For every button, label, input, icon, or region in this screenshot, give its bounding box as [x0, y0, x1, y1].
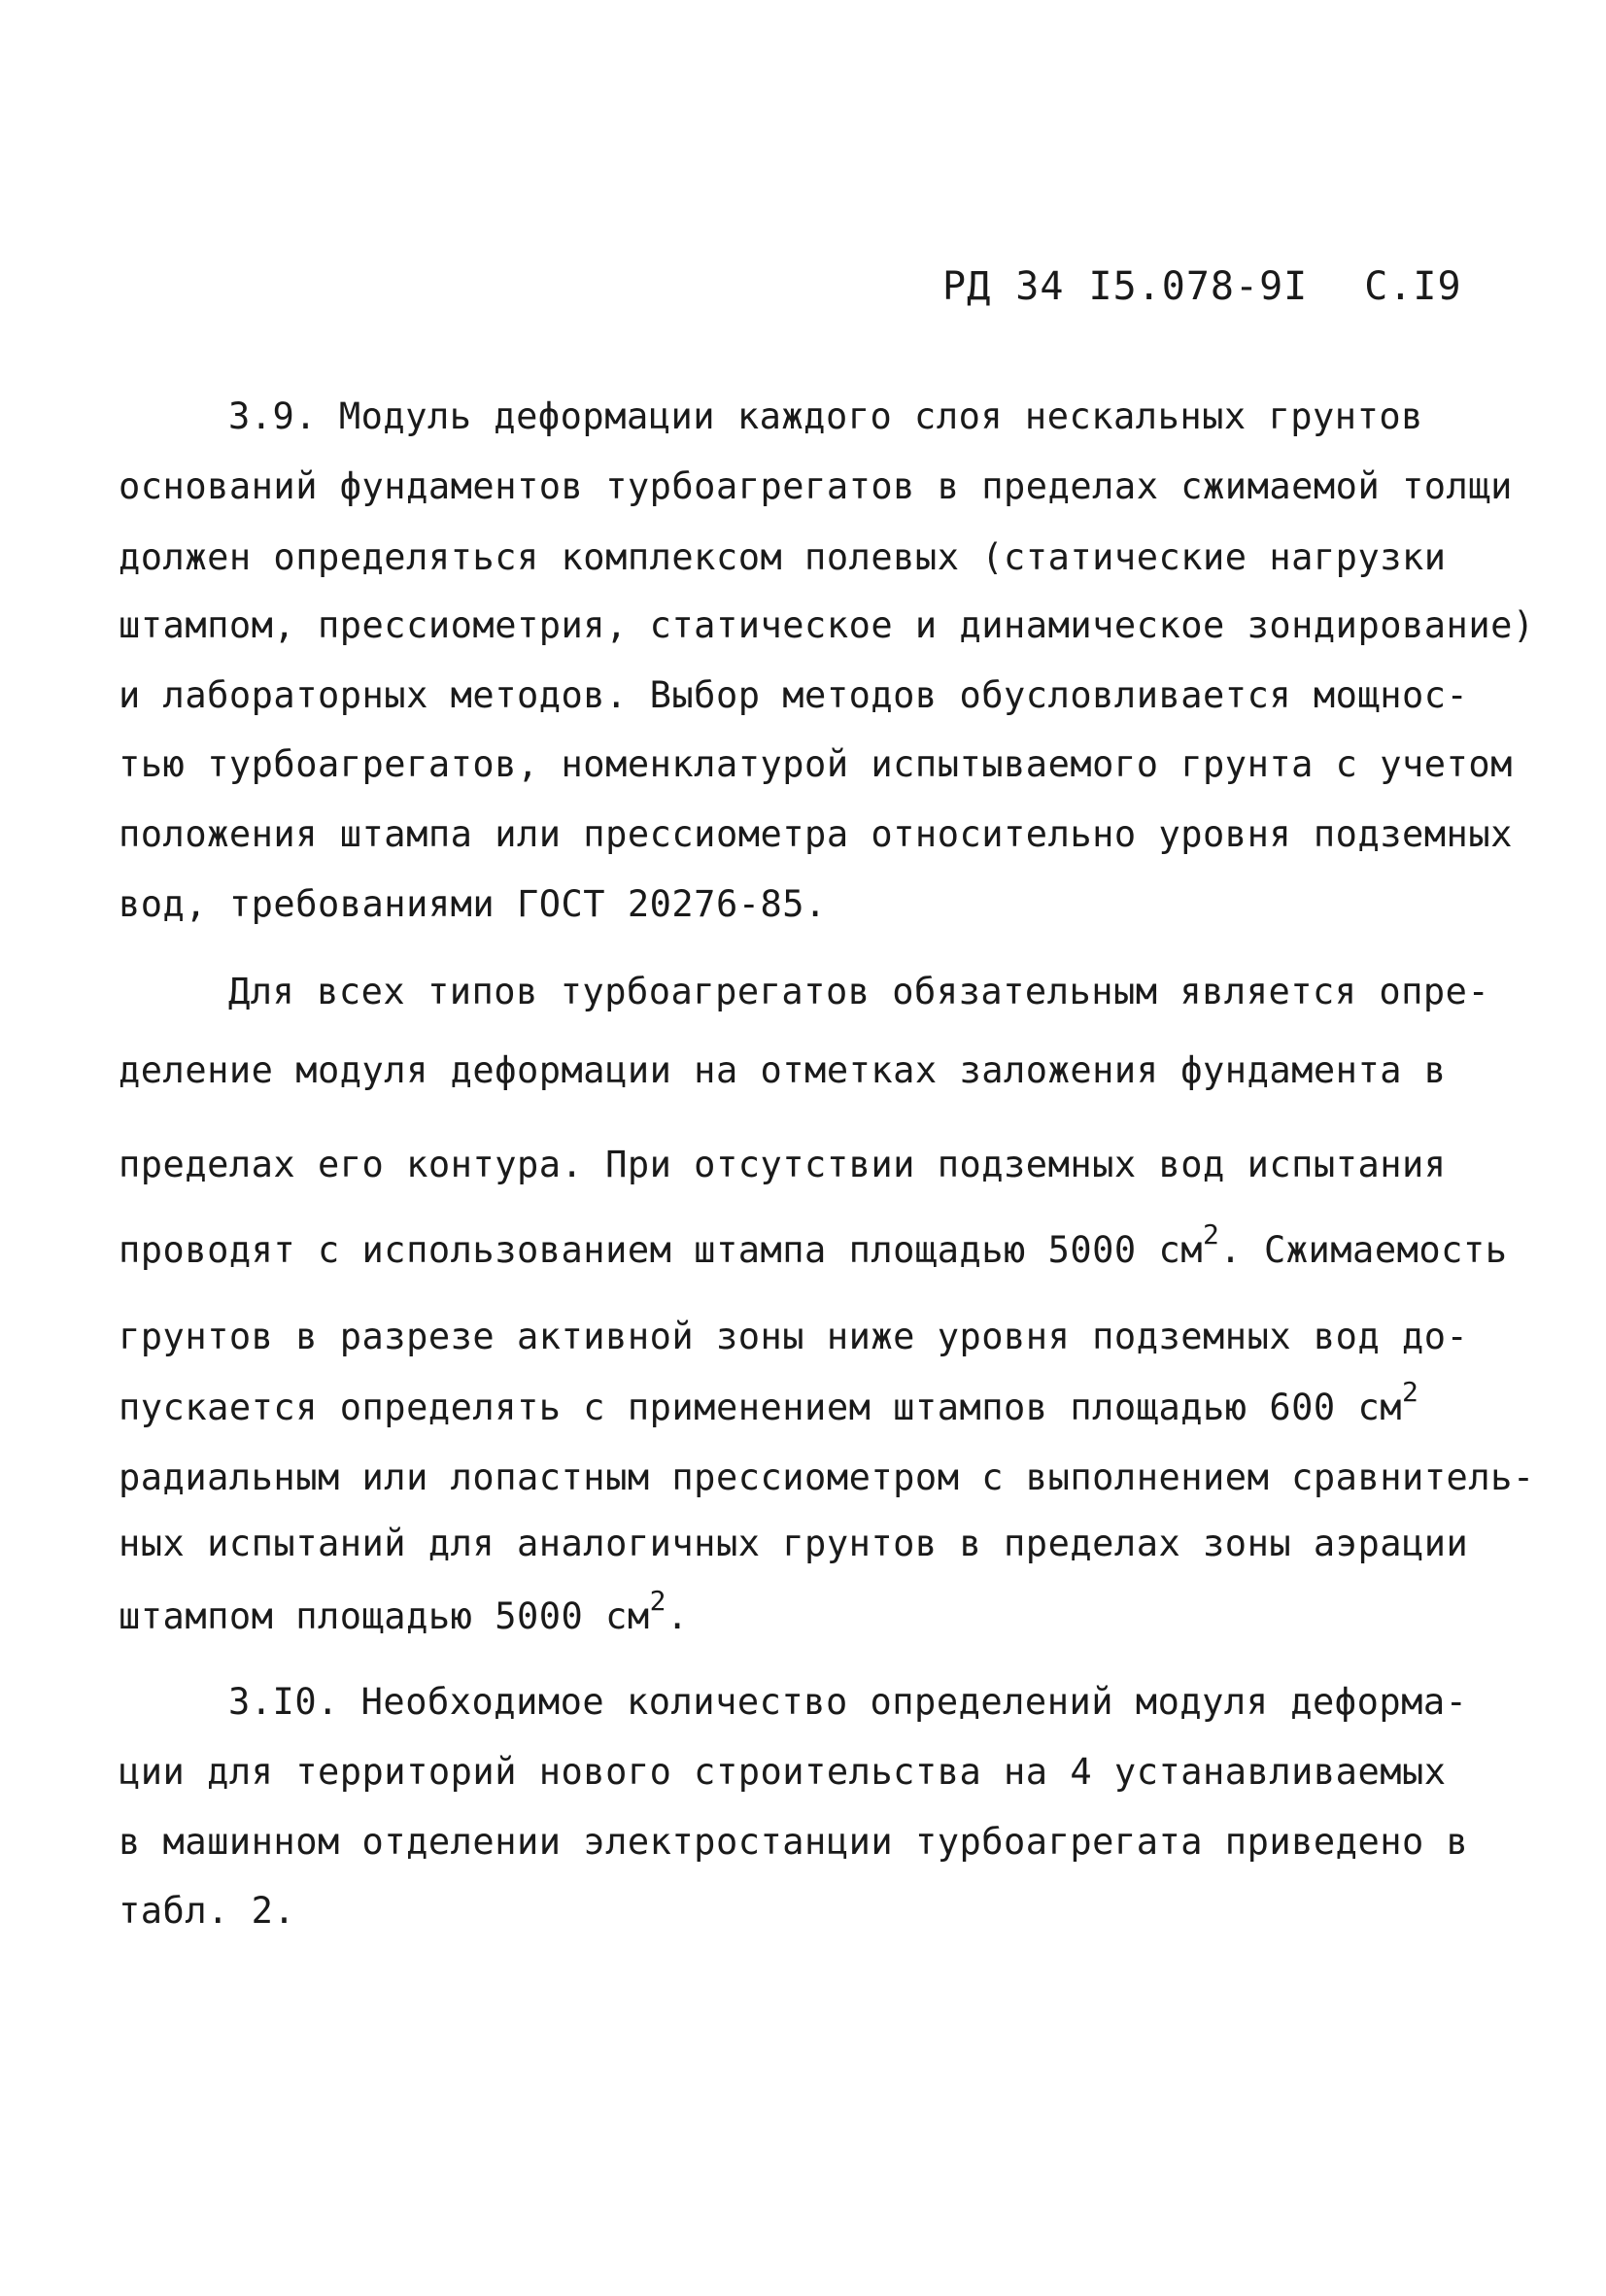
text-line: радиальным или лопастным прессиометром с выполнением сравнитель- — [119, 1456, 1535, 1498]
superscript-exponent: 2 — [1203, 1217, 1220, 1251]
text-line — [119, 1217, 1508, 1271]
text-line — [119, 1375, 1419, 1428]
superscript-exponent: 2 — [649, 1584, 666, 1617]
text-line: Для всех типов турбоагрегатов обязательным является опре- — [228, 971, 1490, 1012]
text-line — [119, 1584, 689, 1637]
line-text: . Сжимаемость — [1219, 1229, 1508, 1271]
text-line: в машинном отделении электростанции турбоагрегата приведено в — [119, 1821, 1469, 1863]
line-text: . — [666, 1595, 689, 1637]
superscript-exponent: 2 — [1402, 1375, 1419, 1408]
text-line: пределах его контура. При отсутствии подземных вод испытания — [119, 1144, 1447, 1185]
text-line: должен определяться комплексом полевых (статические нагрузки — [119, 536, 1447, 578]
text-line: деление модуля деформации на отметках заложения фундамента в — [119, 1049, 1447, 1091]
text-line: ции для территорий нового строительства на 4 устанавливаемых — [119, 1751, 1447, 1793]
text-line: ных испытаний для аналогичных грунтов в пределах зоны аэрации — [119, 1523, 1469, 1564]
text-line: вод, требованиями ГОСТ 20276-85. — [119, 883, 827, 925]
text-line: грунтов в разрезе активной зоны ниже уровня подземных вод до- — [119, 1316, 1469, 1357]
document-code: РД 34 I5.078-9I — [942, 264, 1309, 309]
text-line: положения штампа или прессиометра относительно уровня подземных — [119, 813, 1513, 855]
text-line: и лабораторных методов. Выбор методов обусловливается мощнос- — [119, 674, 1469, 716]
line-text: штампом площадью 5000 см — [119, 1595, 650, 1637]
line-text: пускается определять с применением штампов площадью 600 см — [119, 1387, 1403, 1428]
page-header — [942, 264, 1462, 309]
text-line: 3.I0. Необходимое количество определений модуля деформа- — [228, 1681, 1468, 1723]
text-line: 3.9. Модуль деформации каждого слоя нескальных грунтов — [228, 395, 1423, 437]
page-number: С.I9 — [1364, 264, 1462, 309]
text-line: оснований фундаментов турбоагрегатов в пределах сжимаемой толщи — [119, 465, 1513, 507]
text-line: тью турбоагрегатов, номенклатурой испытываемого грунта с учетом — [119, 743, 1513, 785]
line-text: проводят с использованием штампа площадью 5000 см — [119, 1229, 1204, 1271]
text-line: табл. 2. — [119, 1890, 296, 1932]
text-line: штампом, прессиометрия, статическое и динамическое зондирование) — [119, 604, 1535, 646]
